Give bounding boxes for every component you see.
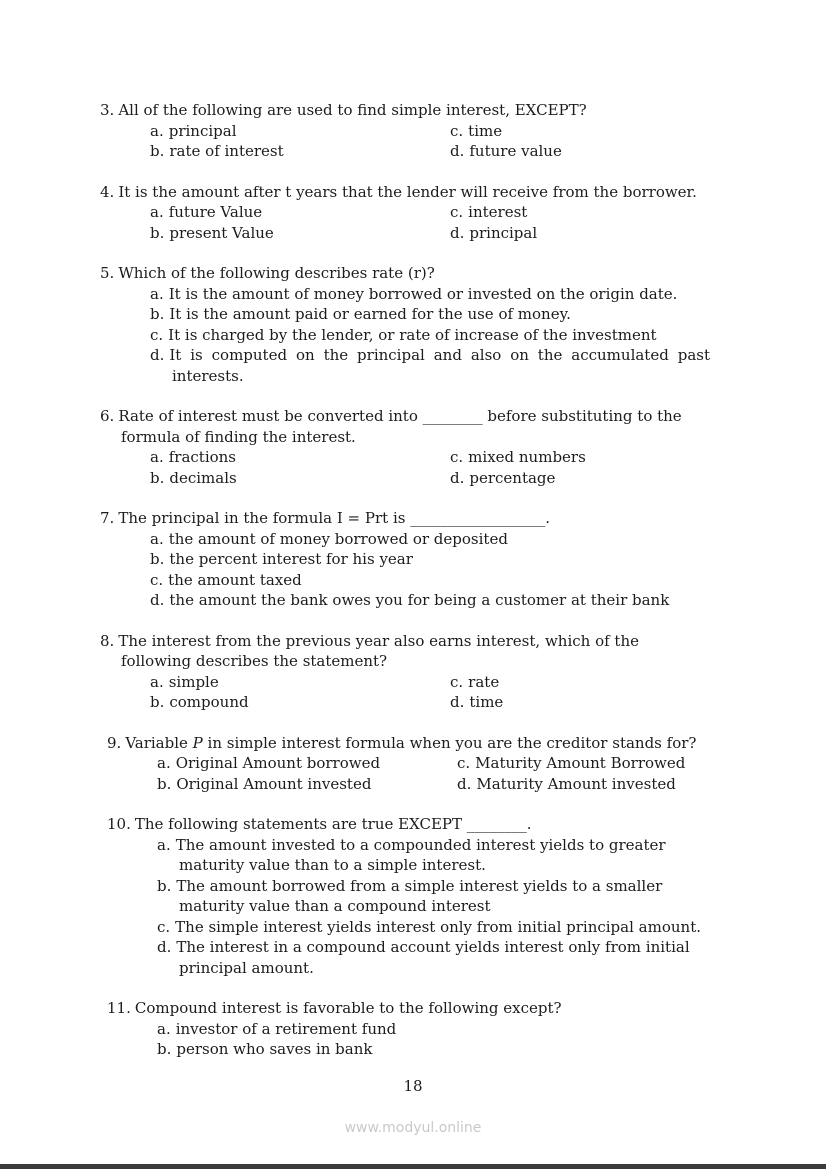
question-number: 6.: [100, 407, 115, 425]
option-label: b.: [150, 550, 165, 568]
question-number: 11.: [107, 999, 131, 1017]
question-8: [100, 631, 710, 713]
option-label: a.: [150, 448, 164, 466]
option-label: c.: [450, 121, 464, 140]
question-text-content: Rate of interest must be converted into ________ before substituting to the formula of finding the interest.: [118, 407, 682, 446]
options: [157, 835, 710, 979]
question-number: 4.: [100, 182, 115, 201]
question-11: [107, 998, 710, 1060]
question-4: [100, 182, 710, 244]
option-a: [157, 753, 457, 774]
option-text: Original Amount invested: [176, 774, 372, 793]
option-label: a.: [150, 284, 164, 303]
question-text: [100, 182, 710, 203]
options: [150, 284, 710, 387]
question-number: 7.: [100, 509, 115, 527]
question-text-content: All of the following are used to find simple interest, EXCEPT?: [118, 101, 587, 119]
option-d: [457, 774, 710, 795]
option-text: principal: [168, 121, 237, 140]
option-b: [157, 774, 457, 795]
option-c: [450, 447, 710, 468]
option-label: a.: [150, 203, 164, 221]
option-b: [157, 876, 710, 917]
question-text-content: Compound interest is favorable to the following except?: [134, 999, 562, 1017]
variable-p: P: [192, 733, 203, 752]
option-text: The amount borrowed from a simple interest yields to a smaller maturity value than a compound interest: [176, 876, 663, 915]
question-7: [100, 508, 710, 611]
option-b: [150, 223, 450, 244]
option-text: Maturity Amount invested: [476, 774, 676, 793]
option-text: time: [468, 121, 503, 140]
question-text: [100, 631, 710, 672]
option-text: principal: [469, 223, 538, 242]
option-text: simple: [168, 672, 219, 691]
option-label: c.: [450, 448, 464, 466]
question-number: 5.: [100, 264, 115, 282]
question-6: [100, 406, 710, 488]
option-label: d.: [150, 346, 165, 364]
question-text-content: Which of the following describes rate (r)?: [118, 264, 435, 282]
options: [150, 672, 710, 713]
option-c: [150, 325, 710, 346]
option-text: It is charged by the lender, or rate of increase of the investment: [168, 325, 657, 344]
option-text: decimals: [169, 468, 237, 487]
option-c: [150, 570, 710, 591]
option-text: time: [469, 693, 504, 711]
option-b: [150, 141, 450, 162]
option-label: c.: [150, 570, 164, 589]
option-label: c.: [450, 203, 464, 221]
option-label: b.: [150, 223, 165, 242]
option-label: a.: [157, 835, 171, 854]
option-d: [157, 937, 710, 978]
option-label: b.: [157, 1040, 172, 1058]
option-text: It is the amount paid or earned for the use of money.: [169, 305, 571, 323]
options: [150, 202, 710, 243]
options: [157, 1019, 710, 1060]
option-b: [150, 692, 450, 713]
option-text: the percent interest for his year: [169, 550, 413, 568]
option-text: rate of interest: [169, 142, 284, 160]
question-text: [107, 998, 710, 1019]
question-number: 3.: [100, 101, 115, 119]
option-a: [150, 447, 450, 468]
question-text: [107, 814, 710, 835]
option-label: b.: [157, 876, 172, 895]
page-number: 18: [403, 1077, 423, 1095]
option-d: [450, 468, 710, 489]
question-text-content: The principal in the formula I = Prt is __________________.: [118, 509, 550, 527]
option-label: a.: [150, 529, 164, 548]
option-label: b.: [157, 774, 172, 793]
option-label: d.: [450, 223, 465, 242]
option-b: [150, 304, 710, 325]
options: [150, 447, 710, 488]
question-3: [100, 100, 710, 162]
option-text: person who saves in bank: [176, 1040, 373, 1058]
option-a: [150, 284, 710, 305]
option-text: the amount the bank owes you for being a customer at their bank: [169, 591, 670, 609]
question-text: [100, 263, 710, 284]
questions-list: [100, 100, 710, 1080]
option-label: d.: [457, 774, 472, 793]
option-a: [157, 1019, 710, 1040]
option-label: b.: [150, 693, 165, 711]
option-text: interest: [468, 203, 528, 221]
option-a: [157, 835, 710, 876]
option-label: a.: [150, 672, 164, 691]
option-text: investor of a retirement fund: [175, 1019, 397, 1038]
option-text: compound: [169, 693, 249, 711]
option-text: the amount of money borrowed or deposited: [168, 529, 508, 548]
option-b: [150, 468, 450, 489]
question-text: [100, 508, 710, 529]
option-text: The interest in a compound account yields interest only from initial principal amount.: [176, 938, 690, 977]
question-10: [107, 814, 710, 978]
question-text-content: in simple interest formula when you are the creditor stands for?: [202, 733, 697, 752]
option-label: d.: [450, 468, 465, 487]
option-text: present Value: [169, 223, 274, 242]
option-b: [150, 549, 710, 570]
option-b: [157, 1039, 710, 1060]
question-5: [100, 263, 710, 386]
option-text: It is computed on the principal and also on the accumulated past interests.: [169, 346, 710, 385]
option-label: b.: [150, 142, 165, 160]
option-label: c.: [150, 325, 164, 344]
option-label: a.: [150, 121, 164, 140]
option-c: [157, 917, 710, 938]
options: [157, 753, 710, 794]
option-text: It is the amount of money borrowed or invested on the origin date.: [168, 284, 678, 303]
option-label: d.: [150, 591, 165, 609]
question-text-content: Variable: [125, 733, 193, 752]
option-a: [150, 672, 450, 693]
options: [150, 529, 710, 611]
watermark-url: www.modyul.online: [344, 1120, 482, 1136]
question-number: 9.: [107, 733, 122, 752]
option-label: d.: [157, 938, 172, 956]
question-text-content: It is the amount after t years that the lender will receive from the borrower.: [118, 182, 697, 201]
question-text: [107, 733, 710, 754]
option-label: a.: [157, 1019, 171, 1038]
option-c: [450, 202, 710, 223]
option-text: rate: [468, 672, 500, 691]
option-a: [150, 121, 450, 142]
option-a: [150, 529, 710, 550]
option-text: fractions: [168, 448, 236, 466]
option-d: [450, 692, 710, 713]
option-label: a.: [157, 754, 171, 772]
option-c: [450, 672, 710, 693]
question-text: [100, 100, 710, 121]
option-text: mixed numbers: [468, 448, 586, 466]
question-text-content: The interest from the previous year also earns interest, which of the following describes the statement?: [118, 631, 639, 670]
option-label: c.: [157, 917, 171, 936]
option-text: percentage: [469, 468, 556, 487]
page-bottom-edge: [0, 1164, 826, 1169]
option-label: d.: [450, 693, 465, 711]
question-text: [100, 406, 710, 447]
option-label: c.: [450, 672, 464, 691]
option-d: [150, 345, 710, 386]
option-text: The simple interest yields interest only from initial principal amount.: [175, 917, 701, 936]
option-label: d.: [450, 142, 465, 160]
question-number: 10.: [107, 815, 131, 833]
option-label: b.: [150, 305, 165, 323]
option-d: [450, 141, 710, 162]
option-text: Maturity Amount Borrowed: [475, 754, 686, 772]
option-text: future Value: [168, 203, 263, 221]
question-9: [107, 733, 710, 795]
option-text: future value: [469, 142, 562, 160]
option-label: c.: [457, 754, 471, 772]
option-label: b.: [150, 468, 165, 487]
option-a: [150, 202, 450, 223]
option-text: the amount taxed: [168, 570, 302, 589]
option-c: [457, 753, 710, 774]
option-c: [450, 121, 710, 142]
question-number: 8.: [100, 631, 115, 650]
option-text: The amount invested to a compounded interest yields to greater maturity value than to a simple interest.: [175, 835, 666, 874]
options: [150, 121, 710, 162]
option-text: Original Amount borrowed: [175, 754, 381, 772]
option-d: [150, 590, 710, 611]
option-d: [450, 223, 710, 244]
question-text-content: The following statements are true EXCEPT ________.: [134, 815, 532, 833]
